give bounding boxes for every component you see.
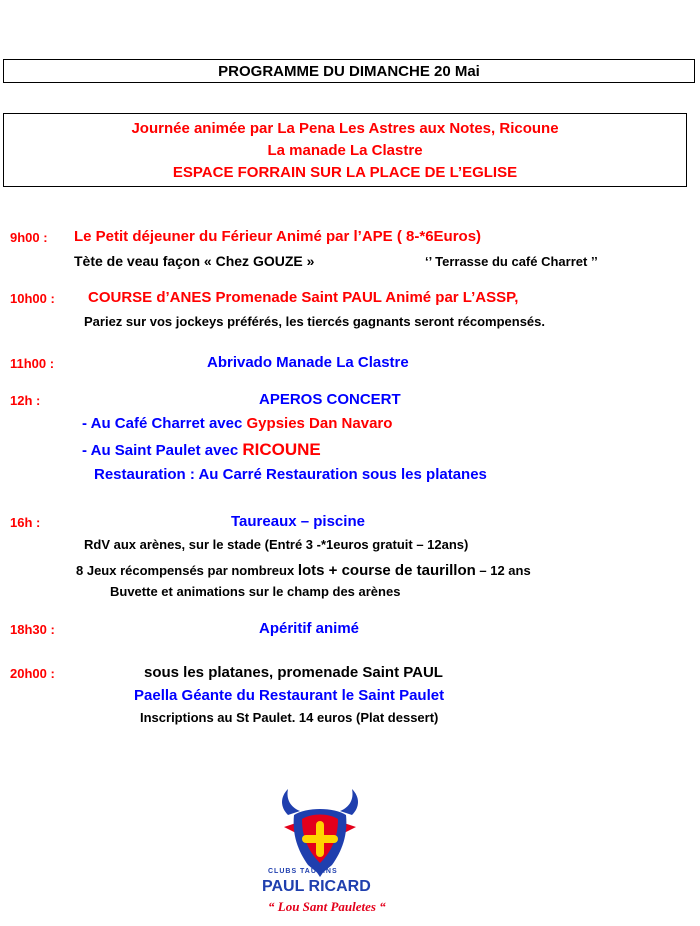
logo-motto-text: “ Lou Sant Pauletes “ — [268, 899, 386, 914]
intro-line-2: La manade La Clastre — [267, 142, 423, 159]
event-20h-line2: Paella Géante du Restaurant le Saint Paulet — [134, 687, 445, 704]
time-16h: 16h : — [10, 515, 41, 530]
event-16h-line1: RdV aux arènes, sur le stade (Entré 3 -*1euros gratuit – 12ans) — [84, 537, 469, 552]
time-10h00: 10h00 : — [10, 291, 55, 306]
event-12h-line2-prefix: - Au Saint Paulet avec — [82, 442, 243, 459]
event-12h-line1-prefix: - Au Café Charret avec — [82, 415, 247, 432]
event-12h-line3: Restauration : Au Carré Restauration sous les platanes — [94, 466, 487, 483]
event-10h-sub: Pariez sur vos jockeys préférés, les tiercés gagnants seront récompensés. — [84, 314, 545, 329]
event-11h-title: Abrivado Manade La Clastre — [207, 354, 409, 371]
event-16h-line2-c: – 12 ans — [475, 563, 531, 578]
event-9h-sub: Tète de veau façon « Chez GOUZE » — [74, 253, 315, 269]
event-9h-sub2: ‘’ Terrasse du café Charret ’’ — [425, 254, 598, 269]
event-18h30-title: Apéritif animé — [259, 620, 360, 637]
event-12h-line1 — [82, 415, 392, 432]
event-9h-title: Le Petit déjeuner du Férieur Animé par l’APE ( 8-*6Euros) — [74, 228, 482, 245]
event-16h-line2-a: 8 Jeux récompensés par nombreux — [76, 563, 298, 578]
event-16h-line3: Buvette et animations sur le champ des arènes — [110, 584, 401, 599]
intro-box — [3, 113, 687, 187]
logo-brand-text: PAUL RICARD — [262, 878, 371, 895]
logo-arc-text: CLUBS TAURINS — [268, 868, 338, 875]
time-18h30: 18h30 : — [10, 622, 55, 637]
intro-line-3: ESPACE FORRAIN SUR LA PLACE DE L’EGLISE — [172, 164, 518, 181]
event-16h-title: Taureaux – piscine — [231, 513, 365, 530]
event-16h-line2 — [76, 562, 531, 579]
event-12h-line2 — [82, 440, 321, 460]
event-10h-title: COURSE d’ANES Promenade Saint PAUL Animé par L’ASSP, — [88, 289, 519, 306]
event-12h-title: APEROS CONCERT — [259, 391, 401, 408]
event-20h-line3: Inscriptions au St Paulet. 14 euros (Plat dessert) — [140, 710, 439, 725]
event-12h-line2-artist: RICOUNE — [242, 440, 321, 459]
event-12h-line1-artist: Gypsies Dan Navaro — [246, 415, 393, 432]
time-11h00: 11h00 : — [10, 356, 55, 371]
time-12h: 12h : — [10, 393, 41, 408]
intro-line-1: Journée animée par La Pena Les Astres aux Notes, Ricoune — [131, 120, 559, 137]
paul-ricard-logo — [250, 785, 390, 921]
time-9h00: 9h00 : — [10, 230, 48, 245]
programme-title: PROGRAMME DU DIMANCHE 20 Mai — [3, 59, 695, 83]
event-20h-line1: sous les platanes, promenade Saint PAUL — [144, 664, 443, 681]
event-16h-line2-b: lots + course de taurillon — [297, 562, 476, 579]
time-20h00: 20h00 : — [10, 666, 55, 681]
